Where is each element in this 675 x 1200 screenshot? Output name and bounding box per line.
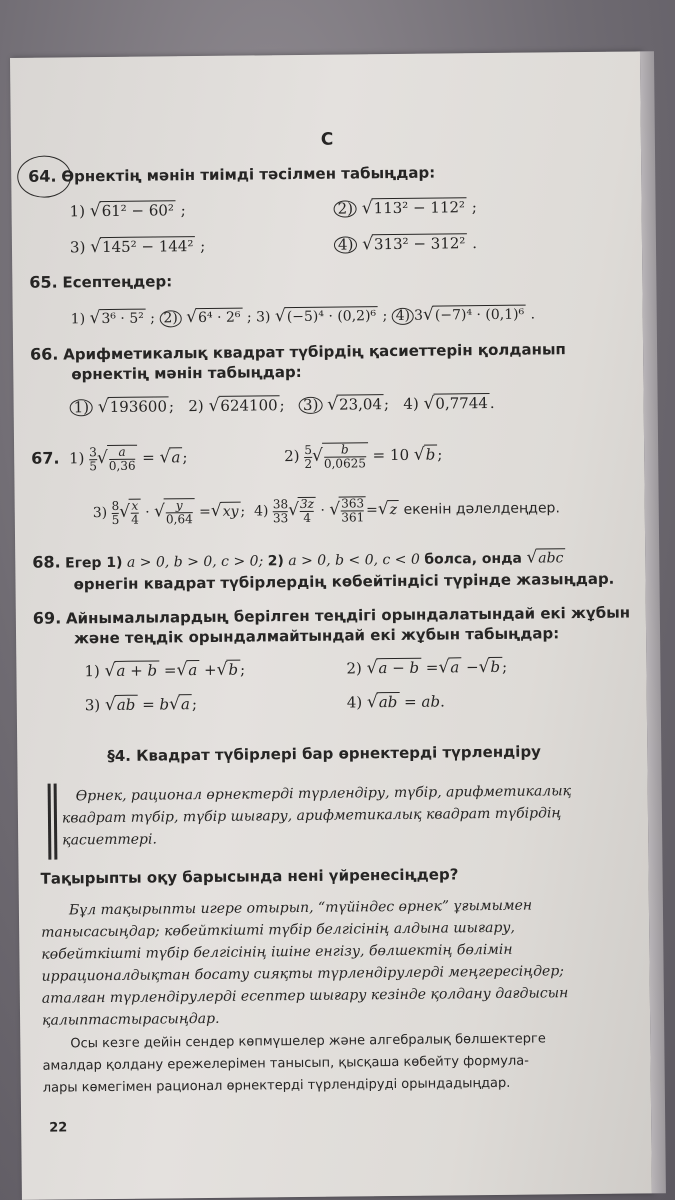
exercise-68-line2: өрнегін квадрат түбірлердің көбейтіндісі түрінде жазыңдар. bbox=[73, 569, 615, 594]
learn-p2-line: амалдар қолдану ережелерімен танысып, қысқаша көбейту формула- bbox=[42, 1053, 529, 1074]
keywords-line-3: қасиеттері. bbox=[62, 831, 157, 849]
keywords-line-1: Өрнек, рационал өрнектерді түрлендіру, түбір, арифметикалық bbox=[75, 783, 572, 805]
exercise-69-line1: 69. Айнымалылардың берілген теңдігі орындалатындай екі жұбын bbox=[32, 603, 631, 628]
section-title: §4. Квадрат түбірлері бар өрнектерді түрлендіру bbox=[107, 742, 541, 766]
exercise-67-row2: 3) $\frac{8}{5}$ √ $\frac{x}{4}$ · √ $\frac{y}{0,64}$ =√xy ; 4) $\frac{38}{33}$ √ $\frac{3z}{4}$ · √ $\frac{363}{361}$ =√z екенін дәлелдеңдер. bbox=[92, 496, 560, 527]
learn-p1-line: Бұл тақырыпты игере отырып, “түйіндес өрнек” ұғымымен bbox=[68, 897, 533, 919]
learn-heading: Тақырыпты оқу барысында нені үйренесіңдер? bbox=[40, 865, 459, 888]
keyword-bar-2 bbox=[54, 784, 58, 860]
exercise-text: Өрнектің мәнін тиімді тәсілмен табыңдар: bbox=[61, 163, 436, 186]
ex64-item-1: 1) √61² − 60² ; bbox=[69, 201, 186, 222]
ex64-item-2: 2) √113² − 112² ; bbox=[333, 197, 476, 217]
learn-p1-line: қалыптастырасыңдар. bbox=[41, 1010, 220, 1029]
ex64-item-3: 3) √145² − 144² ; bbox=[69, 236, 206, 258]
ex64-item-4: 4) √313² − 312² . bbox=[334, 233, 477, 253]
learn-p1-line: иррационалдықтан босату сияқты түрлендірулерді меңгересіңдер; bbox=[41, 963, 565, 985]
exercise-number: 64. bbox=[28, 166, 57, 186]
keyword-bar bbox=[48, 784, 52, 860]
exercise-66-text2: өрнектің мәнін табыңдар: bbox=[71, 362, 302, 384]
exercise-69-line2: және теңдік орындалмайтындай екі жұбын табыңдар: bbox=[73, 624, 560, 648]
ex65-items: 1) √3⁶ · 5² ; 2) √6⁴ · 2⁶ ; 3) √(−5)⁴ · (0,2)⁶ ; 4) 3√(−7)⁴ · (0,1)⁶ . bbox=[70, 304, 536, 329]
exercise-66-header: 66. Арифметикалық квадрат түбірдің қасиеттерін қолданып bbox=[30, 340, 566, 364]
page-number: 22 bbox=[49, 1120, 68, 1136]
ex69-item-4: 4) √ab = ab. bbox=[346, 692, 445, 713]
exercise-67-item2: 2) $\frac{5}{2}$ √ $\frac{b}{0,0625}$ = 10 √b ; bbox=[284, 442, 443, 471]
exercise-65-header: 65. Есептеңдер: bbox=[29, 272, 173, 292]
header-letter: C bbox=[320, 129, 334, 150]
learn-p2-line: лары көмегімен рационал өрнектерді түрлендіруді орындадыңдар. bbox=[42, 1075, 511, 1096]
learn-p1-line: аталған түрлендірулерді есептер шығару кезінде қолдану дағдысын bbox=[41, 985, 569, 1007]
exercise-68-line1: 68. Егер 1) a > 0, b > 0, c > 0; 2) a > 0, b < 0, c < 0 болса, онда √abc bbox=[32, 548, 565, 573]
ex69-item-2: 2) √a − b =√a −√b ; bbox=[346, 657, 508, 679]
ex66-items: 1) √193600 ; 2) √624100 ; 3) √23,04 ; 4) √0,7744 . bbox=[70, 393, 495, 416]
textbook-page bbox=[10, 51, 652, 1200]
exercise-64-header bbox=[28, 164, 435, 186]
learn-p1-line: танысасыңдар; көбейткішті түбір белгісінің алдына шығару, bbox=[41, 919, 516, 941]
ex69-item-1: 1) √a + b =√a +√b ; bbox=[84, 659, 246, 682]
ex69-item-3: 3) √ab = b√a ; bbox=[84, 694, 198, 716]
learn-p2-line: Осы кезге дейін сендер көпмүшелер және алгебралық бөлшектерге bbox=[70, 1031, 546, 1052]
keywords-line-2: квадрат түбір, түбір шығару, арифметикалық квадрат түбірдің bbox=[61, 805, 562, 827]
learn-p1-line: көбейткішті түбір белгісінің ішіне енгізу, бөлшектің бөлімін bbox=[41, 941, 513, 963]
exercise-67-row1: 67. 1) $\frac{3}{5}$ √ $\frac{a}{0,36}$ = √a ; bbox=[31, 444, 188, 473]
